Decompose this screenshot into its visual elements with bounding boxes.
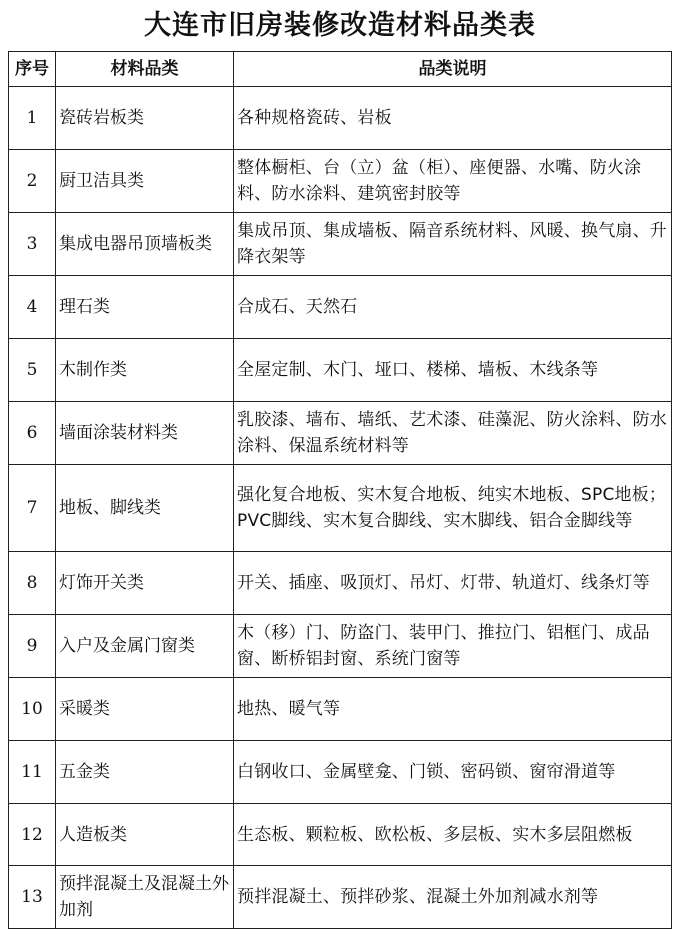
table-row [9, 741, 672, 804]
material-category: 厨卫洁具类 [56, 150, 234, 213]
category-description: 乳胶漆、墙布、墙纸、艺术漆、硅藻泥、防火涂料、防水涂料、保温系统材料等 [234, 402, 672, 465]
material-category: 灯饰开关类 [56, 552, 234, 615]
row-number: 6 [9, 402, 56, 465]
row-number: 4 [9, 276, 56, 339]
row-number: 2 [9, 150, 56, 213]
category-description: 全屋定制、木门、垭口、楼梯、墙板、木线条等 [234, 339, 672, 402]
table-row [9, 150, 672, 213]
row-number: 1 [9, 87, 56, 150]
material-category: 地板、脚线类 [56, 465, 234, 552]
category-description: 合成石、天然石 [234, 276, 672, 339]
row-number: 7 [9, 465, 56, 552]
table-row [9, 402, 672, 465]
table-row [9, 465, 672, 552]
table-row [9, 276, 672, 339]
table-row [9, 615, 672, 678]
table-row [9, 339, 672, 402]
row-number: 3 [9, 213, 56, 276]
material-category: 入户及金属门窗类 [56, 615, 234, 678]
category-description: 地热、暖气等 [234, 678, 672, 741]
row-number: 11 [9, 741, 56, 804]
category-description: 木（移）门、防盗门、装甲门、推拉门、铝框门、成品窗、断桥铝封窗、系统门窗等 [234, 615, 672, 678]
category-description: 开关、插座、吸顶灯、吊灯、灯带、轨道灯、线条灯等 [234, 552, 672, 615]
material-category: 预拌混凝土及混凝土外加剂 [56, 866, 234, 929]
material-category: 人造板类 [56, 804, 234, 866]
materials-table [8, 51, 672, 929]
category-description: 白钢收口、金属壁龛、门锁、密码锁、窗帘滑道等 [234, 741, 672, 804]
category-description: 整体橱柜、台（立）盆（柜）、座便器、水嘴、防火涂料、防水涂料、建筑密封胶等 [234, 150, 672, 213]
table-row [9, 804, 672, 866]
material-category: 理石类 [56, 276, 234, 339]
material-category: 集成电器吊顶墙板类 [56, 213, 234, 276]
table-row [9, 678, 672, 741]
row-number: 10 [9, 678, 56, 741]
table-header-row [9, 52, 672, 87]
category-description: 生态板、颗粒板、欧松板、多层板、实木多层阻燃板 [234, 804, 672, 866]
row-number: 9 [9, 615, 56, 678]
material-category: 墙面涂装材料类 [56, 402, 234, 465]
row-number: 12 [9, 804, 56, 866]
category-description: 集成吊顶、集成墙板、隔音系统材料、风暖、换气扇、升降衣架等 [234, 213, 672, 276]
row-number: 8 [9, 552, 56, 615]
table-row [9, 87, 672, 150]
material-category: 瓷砖岩板类 [56, 87, 234, 150]
table-row [9, 866, 672, 929]
page-title: 大连市旧房装修改造材料品类表 [144, 10, 536, 41]
row-number: 5 [9, 339, 56, 402]
material-category: 木制作类 [56, 339, 234, 402]
material-category: 采暖类 [56, 678, 234, 741]
table-row [9, 213, 672, 276]
row-number: 13 [9, 866, 56, 929]
header-no: 序号 [9, 52, 56, 87]
category-description: 预拌混凝土、预拌砂浆、混凝土外加剂减水剂等 [234, 866, 672, 929]
header-desc: 品类说明 [234, 52, 672, 87]
category-description: 各种规格瓷砖、岩板 [234, 87, 672, 150]
category-description: 强化复合地板、实木复合地板、纯实木地板、SPC地板；PVC脚线、实木复合脚线、实木脚线、铝合金脚线等 [234, 465, 672, 552]
header-name: 材料品类 [56, 52, 234, 87]
table-row [9, 552, 672, 615]
material-category: 五金类 [56, 741, 234, 804]
